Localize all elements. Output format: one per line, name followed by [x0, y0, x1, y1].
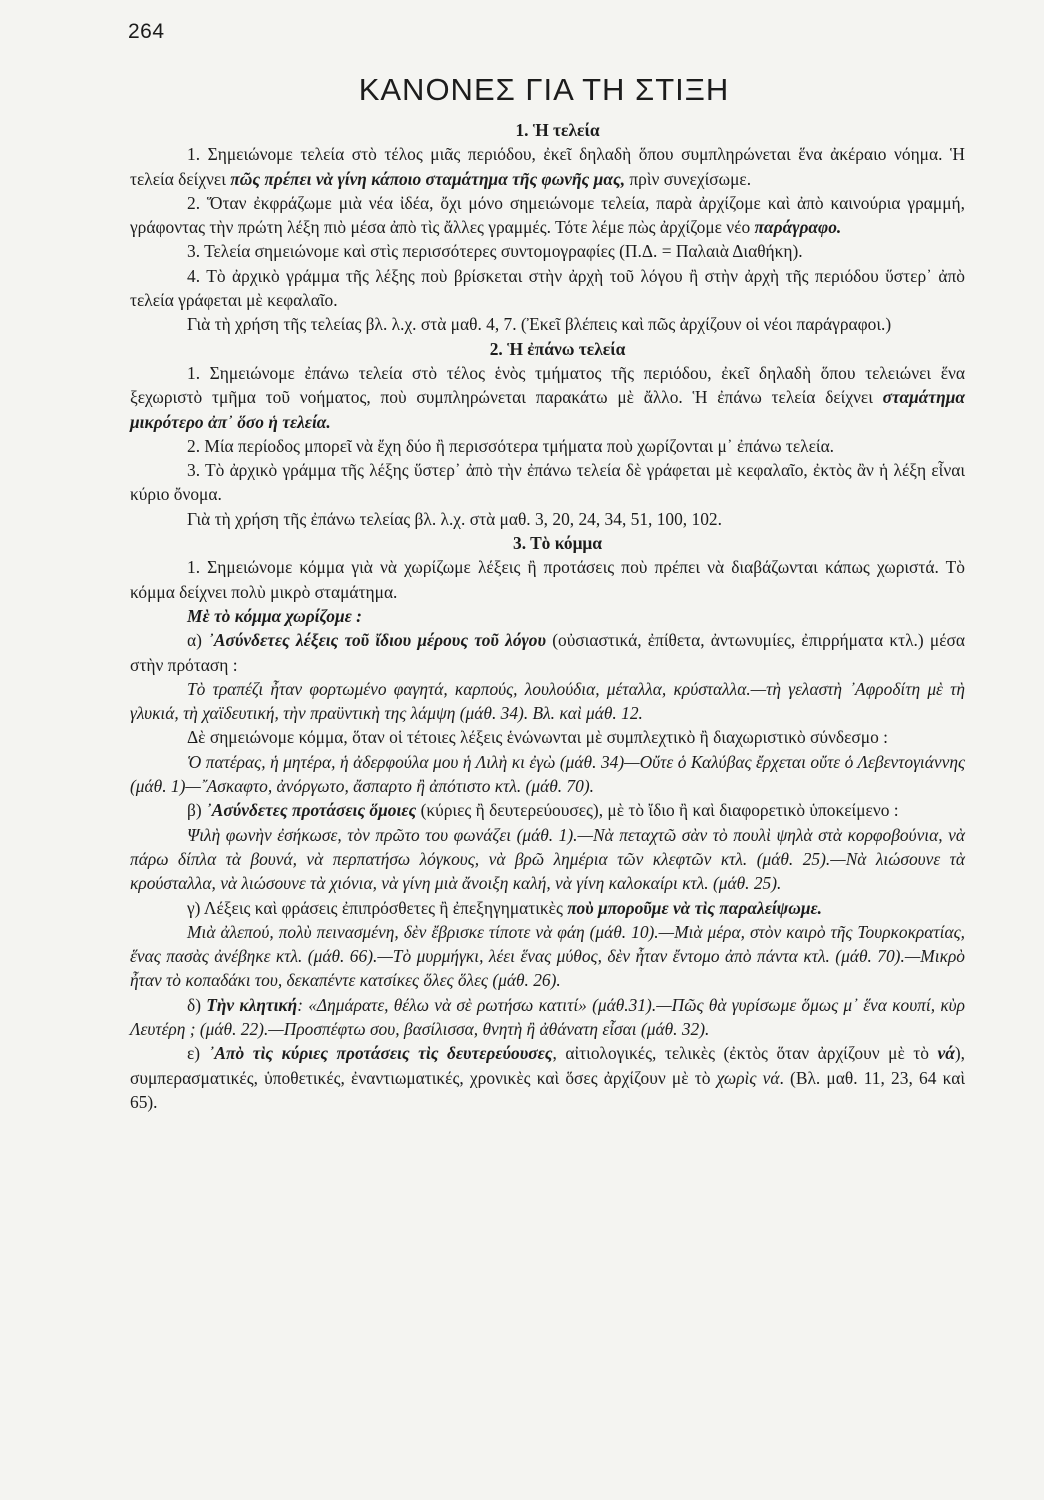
- rule-a: [130, 628, 965, 677]
- text-run: πρὶν συνεχίσωμε.: [625, 168, 752, 189]
- text-run: 1. Σημειώνομε ἐπάνω τελεία στὸ τέλος ἑνὸς τμήματος τῆς περιόδου, ἐκεῖ δηλαδὴ ὅπου τελειώνει ἕνα ξεχωριστὸ τμῆμα τοῦ νοήματος, ποὺ συμπληρώνεται παρακάτω μὲ ἄλλο. Ἡ ἐπάνω τελεία δείχνει: [130, 362, 965, 408]
- text-run: γ) Λέξεις καὶ φράσεις ἐπιπρόσθετες ἢ ἐπεξηγηματικὲς: [187, 897, 568, 918]
- rule-e: [130, 1041, 965, 1114]
- text-run: 2. Ὅταν ἐκφράζωμε μιὰ νέα ἰδέα, ὄχι μόνο σημειώνομε τελεία, παρὰ ἀρχίζομε καὶ ἀπὸ καινούρια γραμμή, γράφοντας τὴν πρώτη λέξη πιὸ μέσα ἀπὸ τὶς ἄλλες γραμμές. Τότε λέμε πὼς ἀρχίζομε νέο: [130, 192, 965, 238]
- list-label: α): [187, 630, 209, 651]
- paragraph: [130, 361, 965, 434]
- example-text: Ψιλὴ φωνὴν ἐσήκωσε, τὸν πρῶτο του φωνάζει (μάθ. 1).—Νὰ πεταχτῶ σὰν τὸ πουλὶ ψηλὰ στὰ κορφοβούνια, νὰ πάρω δίπλα τὰ βουνά, νὰ περπατήσω λόγκους, νὰ βρῶ λημέρια τῶν κλεφτῶν κτλ. (μάθ. 25).—Νὰ λιώσουνε τὰ κρούσταλλα, νὰ λιώσουνε τὰ χιόνια, νὰ γίνη μιὰ ἄνοιξη καλή, νὰ γίνη καλοκαίρι κτλ. (μάθ. 25).: [130, 824, 965, 894]
- example-text: : «Δημάρατε, θέλω νὰ σὲ ρωτήσω κατιτί» (μάθ.31).—Πῶς θὰ γυρίσωμε ὅμως μ᾽ ἕνα κουπί, κὺρ Λευτέρη ; (μάθ. 22).—Προσπέφτω σου, βασίλισσα, θνητὴ ἢ ἀθάνατη εἶσαι (μάθ. 32).: [130, 994, 965, 1039]
- text-run: , αἰτιολογικές, τελικὲς (ἐκτὸς ὅταν ἀρχίζουν μὲ τὸ: [552, 1043, 938, 1064]
- emphasis-text: σταμάτημα μικρότερο ἀπ᾽ ὅσο ἡ τελεία.: [130, 387, 965, 432]
- text-run: (κύριες ἢ δευτερεύουσες), μὲ τὸ ἴδιο ἢ καὶ διαφορετικὸ ὑποκείμενο :: [416, 800, 899, 821]
- paragraph: Δὲ σημειώνομε κόμμα, ὅταν οἱ τέτοιες λέξεις ἑνώνωνται μὲ συμπλεχτικὸ ἢ διαχωριστικὸ σύνδεσμο :: [187, 727, 888, 748]
- text-run: (οὐσιαστικά, ἐπίθετα, ἀντωνυμίες, ἐπιρρήματα κτλ.) μέσα στὴν πρόταση :: [130, 630, 965, 675]
- paragraph: 2. Μία περίοδος μπορεῖ νὰ ἔχη δύο ἢ περισσότερα τμήματα ποὺ χωρίζονται μ᾽ ἐπάνω τελεία.: [187, 435, 835, 456]
- emphasis-text: Τὴν κλητική: [206, 994, 298, 1015]
- emphasis-text: πῶς πρέπει νὰ γίνη κάποιο σταμάτημα τῆς φωνῆς μας,: [230, 168, 626, 189]
- example-text: Τὸ τραπέζι ἦταν φορτωμένο φαγητά, καρπούς, λουλούδια, μέταλλα, κρύσταλλα.—τὴ γελαστὴ ᾽Αφροδίτη μὲ τὴ γλυκιά, τὴ χαϊδευτική, τὴν πραϋντικὴ της λάμψη (μάθ. 34). Βλ. καὶ μάθ. 12.: [130, 678, 965, 724]
- rule-c: [130, 896, 965, 920]
- paragraph: 4. Τὸ ἀρχικὸ γράμμα τῆς λέξης ποὺ βρίσκεται στὴν ἀρχὴ τοῦ λόγου ἢ στὴν ἀρχὴ τῆς περιόδου ὕστερ᾽ ἀπὸ τελεία γράφεται μὲ κεφαλαῖο.: [130, 265, 965, 311]
- section-heading: 1. Ἡ τελεία: [515, 120, 600, 140]
- emphasis-text: ποὺ μποροῦμε νὰ τὶς παραλείψωμε.: [567, 897, 823, 918]
- lead-line: Μὲ τὸ κόμμα χωρίζομε :: [187, 605, 362, 626]
- emphasis-text: ᾽Απὸ τὶς κύριες προτάσεις τὶς δευτερεύουσες: [208, 1043, 553, 1064]
- list-label: β): [187, 800, 206, 821]
- paragraph: 3. Τὸ ἀρχικὸ γράμμα τῆς λέξης ὕστερ᾽ ἀπὸ τὴν ἐπάνω τελεία δὲ γράφεται μὲ κεφαλαῖο, ἐκτὸς ἂν ἡ λέξη εἶναι κύριο ὄνομα.: [130, 460, 965, 505]
- paragraph: Γιὰ τὴ χρήση τῆς ἐπάνω τελείας βλ. λ.χ. στὰ μαθ. 3, 20, 24, 34, 51, 100, 102.: [187, 508, 722, 529]
- example-text: Ὁ πατέρας, ἡ μητέρα, ἡ ἀδερφούλα μου ἡ Λιλὴ κι ἐγὼ (μάθ. 34)—Οὔτε ὁ Καλύβας ἔρχεται οὔτε ὁ Λεβεντογιάννης (μάθ. 1)—῎Ασκαφτο, ἀνόργωτο, ἄσπαρτο ἢ ἀπότιστο κτλ. (μάθ. 70).: [130, 751, 965, 797]
- paragraph: [130, 142, 965, 191]
- paragraph: 1. Σημειώνομε κόμμα γιὰ νὰ χωρίζωμε λέξεις ἢ προτάσεις ποὺ πρέπει νὰ διαβάζωνται κάπως χωριστά. Τὸ κόμμα δείχνει πολὺ μικρὸ σταμάτημα.: [130, 557, 965, 602]
- emphasis-text: ᾽Ασύνδετες προτάσεις ὅμοιες: [206, 800, 417, 821]
- paragraph: 3. Τελεία σημειώνομε καὶ στὶς περισσότερες συντομογραφίες (Π.Δ. = Παλαιὰ Διαθήκη).: [187, 241, 803, 262]
- text-run: 1. Σημειώνομε τελεία στὸ τέλος μιᾶς περιόδου, ἐκεῖ δηλαδὴ ὅπου συμπληρώνεται ἕνα ἀκέραιο νόημα. Ἡ τελεία δείχνει: [130, 144, 965, 189]
- rule-d: [130, 993, 965, 1042]
- rule-b: [130, 798, 965, 822]
- page-title: ΚΑΝΟΝΕΣ ΓΙΑ ΤΗ ΣΤΙΞΗ: [358, 72, 730, 107]
- page-number: 264: [128, 20, 165, 43]
- text-run: . (Βλ. μαθ. 11, 23, 64 καὶ 65).: [130, 1067, 965, 1112]
- paragraph: [130, 191, 965, 240]
- list-label: δ): [187, 994, 207, 1015]
- paragraph: Γιὰ τὴ χρήση τῆς τελείας βλ. λ.χ. στὰ μαθ. 4, 7. (Ἐκεῖ βλέπεις καὶ πῶς ἀρχίζουν οἱ νέοι παράγραφοι.): [187, 314, 892, 335]
- emphasis-text: ᾽Ασύνδετες λέξεις τοῦ ἴδιου μέρους τοῦ λόγου: [208, 630, 547, 651]
- emphasis-text: χωρὶς νά: [716, 1067, 780, 1088]
- body-text: [130, 118, 965, 1114]
- list-label: ε): [187, 1043, 209, 1064]
- text-run: ), συμπερασματικές, ὑποθετικές, ἐναντιωματικές, χρονικὲς καὶ ὅσες ἀρχίζουν μὲ τὸ: [130, 1043, 965, 1088]
- section-heading: 3. Τὸ κόμμα: [513, 533, 602, 554]
- section-heading: 2. Ἡ ἐπάνω τελεία: [489, 338, 626, 359]
- emphasis-text: νά: [937, 1043, 955, 1064]
- example-text: Μιὰ ἀλεπού, πολὺ πεινασμένη, δὲν ἔβρισκε τίποτε νὰ φάη (μάθ. 10).—Μιὰ μέρα, στὸν καιρὸ τῆς Τουρκοκρατίας, ἕνας πασὰς ἀνέβηκε κτλ. (μάθ. 66).—Τὸ μυρμήγκι, λέει ἕνας μύθος, δὲν ἦταν ἔντομο ἀπὸ πάντα κτλ. (μάθ. 70).—Μικρὸ ἦταν τὸ κοπαδάκι του, δεκαπέντε κατσίκες ὅλες ὅλες (μάθ. 26).: [130, 921, 965, 991]
- emphasis-text: παράγραφο.: [754, 217, 842, 238]
